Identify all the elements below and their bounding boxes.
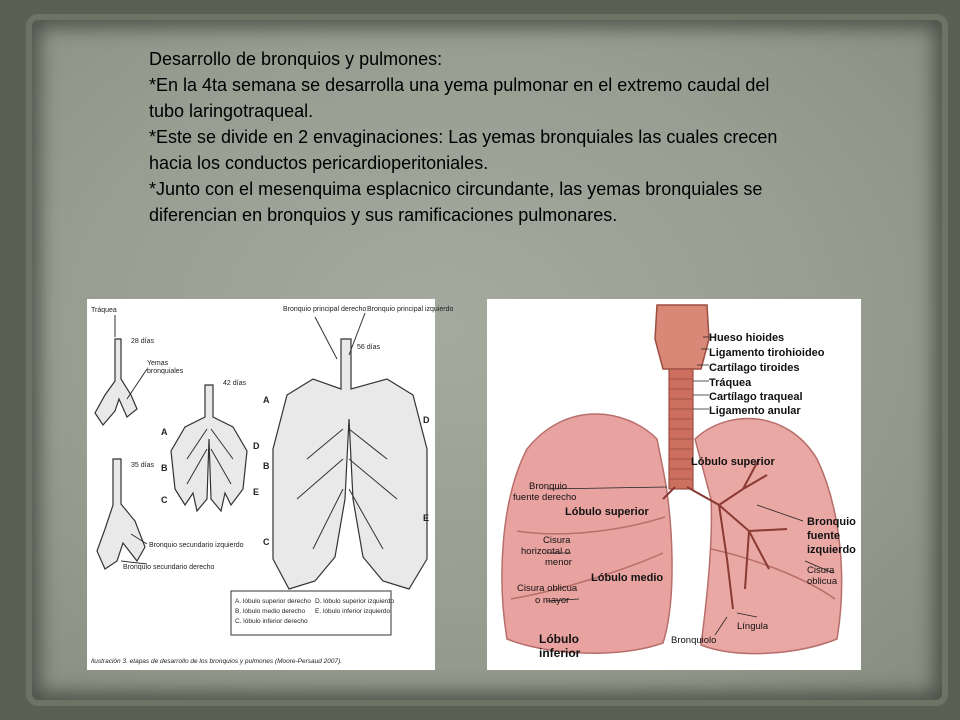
- label-cisura-oblicua-der-2: o mayor: [535, 595, 570, 606]
- letter-c-56: C: [263, 537, 270, 547]
- label-cisura-horizontal-3: menor: [545, 557, 572, 568]
- label-lobulo-superior-derecho: Lóbulo superior: [565, 506, 649, 518]
- label-lobulo-medio: Lóbulo medio: [591, 572, 664, 584]
- slide-text-block: [149, 46, 809, 228]
- label-yemas: Yemas: [147, 360, 169, 367]
- letter-c-42: C: [161, 495, 168, 505]
- stage-28-days-shape: [95, 339, 137, 425]
- label-42-dias: 42 días: [223, 380, 246, 387]
- label-cartilago-tiroides: Cartílago tiroides: [709, 362, 800, 374]
- legend-d: D. lóbulo superior izquierdo: [315, 598, 395, 605]
- figure-caption: Ilustración 3. etapas de desarrollo de los bronquios y pulmones (Moore-Persaud 2007).: [91, 658, 343, 665]
- label-bronquio-principal-derecho: Bronquio principal derecho: [283, 306, 367, 313]
- label-35-dias: 35 días: [131, 462, 154, 469]
- label-cisura-horizontal-2: horizontal o: [521, 546, 571, 557]
- lung-anatomy-figure: [487, 299, 861, 670]
- stage-56-days-shape: [273, 339, 430, 589]
- label-cisura-horizontal-1: Cisura: [543, 535, 571, 546]
- label-cisura-oblicua-der-1: Cisura oblicua: [517, 583, 578, 594]
- label-bronquio-izquierdo-3: izquierdo: [807, 544, 856, 556]
- label-bronquio-derecho-1: Bronquio: [529, 481, 568, 492]
- letter-b-56: B: [263, 461, 270, 471]
- bronchi-development-illustration: [87, 299, 454, 670]
- label-28-dias: 28 días: [131, 338, 154, 345]
- label-lobulo-inferior-1: Lóbulo: [539, 632, 579, 646]
- legend-c: C. lóbulo inferior derecho: [235, 618, 308, 625]
- letter-a-56: A: [263, 395, 270, 405]
- letter-d-56: D: [423, 415, 430, 425]
- label-bronquiales: bronquiales: [147, 368, 184, 375]
- label-lobulo-superior-izquierdo: Lóbulo superior: [691, 456, 775, 468]
- label-hueso-hioides: Hueso hioides: [709, 332, 785, 344]
- slide-heading: Desarrollo de bronquios y pulmones:: [149, 49, 443, 69]
- label-bronquio-derecho-2: fuente derecho: [513, 492, 577, 503]
- label-bronquio-izquierdo-1: Bronquio: [807, 516, 856, 528]
- letter-e-42: E: [253, 487, 260, 497]
- stage-35-days-shape: [97, 459, 145, 569]
- label-bronquio-secundario-izquierdo: Bronquio secundario izquierdo: [149, 542, 244, 549]
- bullet-2: *Este se divide en 2 envaginaciones: Las yemas bronquiales las cuales crecen hacia los conductos pericardioperitoniales.: [149, 127, 778, 173]
- legend-a: A. lóbulo superior derecho: [235, 598, 311, 605]
- letter-b-42: B: [161, 463, 168, 473]
- label-ligamento-tirohioideo: Ligamento tirohioideo: [709, 347, 825, 359]
- bullet-1: *En la 4ta semana se desarrolla una yema pulmonar en el extremo caudal del tubo laringotraqueal.: [149, 75, 770, 121]
- label-traquea: Tráquea: [709, 377, 752, 389]
- label-bronquio-principal-izquierdo: Bronquio principal izquierdo: [367, 306, 454, 313]
- larynx-shape: [655, 305, 709, 369]
- lung-anatomy-illustration: [487, 299, 861, 670]
- right-lung-shape: [502, 414, 672, 653]
- label-cartilago-traqueal: Cartílago traqueal: [709, 391, 803, 403]
- label-bronquio-secundario-derecho: Bronquio secundario derecho: [123, 564, 215, 571]
- label-lobulo-inferior-2: inferior: [539, 646, 581, 660]
- stage-42-days-shape: [171, 385, 247, 511]
- label-lingula: Língula: [737, 621, 769, 632]
- letter-e-56: E: [423, 513, 430, 523]
- legend-b: B. lóbulo medio derecho: [235, 608, 306, 615]
- label-traquea: Tráquea: [91, 307, 117, 314]
- bronchi-development-figure: [87, 299, 454, 670]
- label-bronquiolo: Bronquiolo: [671, 635, 717, 646]
- letter-a-42: A: [161, 427, 168, 437]
- label-cisura-oblicua-izq-2: oblicua: [807, 576, 838, 587]
- label-56-dias: 56 días: [357, 344, 380, 351]
- label-ligamento-anular: Ligamento anular: [709, 405, 801, 417]
- label-bronquio-izquierdo-2: fuente: [807, 530, 840, 542]
- letter-d-42: D: [253, 441, 260, 451]
- legend-e: E. lóbulo inferior izquierdo: [315, 608, 391, 615]
- label-cisura-oblicua-izq-1: Cisura: [807, 565, 835, 576]
- bullet-3: *Junto con el mesenquima esplacnico circundante, las yemas bronquiales se diferencian en bronquios y sus ramificaciones pulmonares.: [149, 179, 763, 225]
